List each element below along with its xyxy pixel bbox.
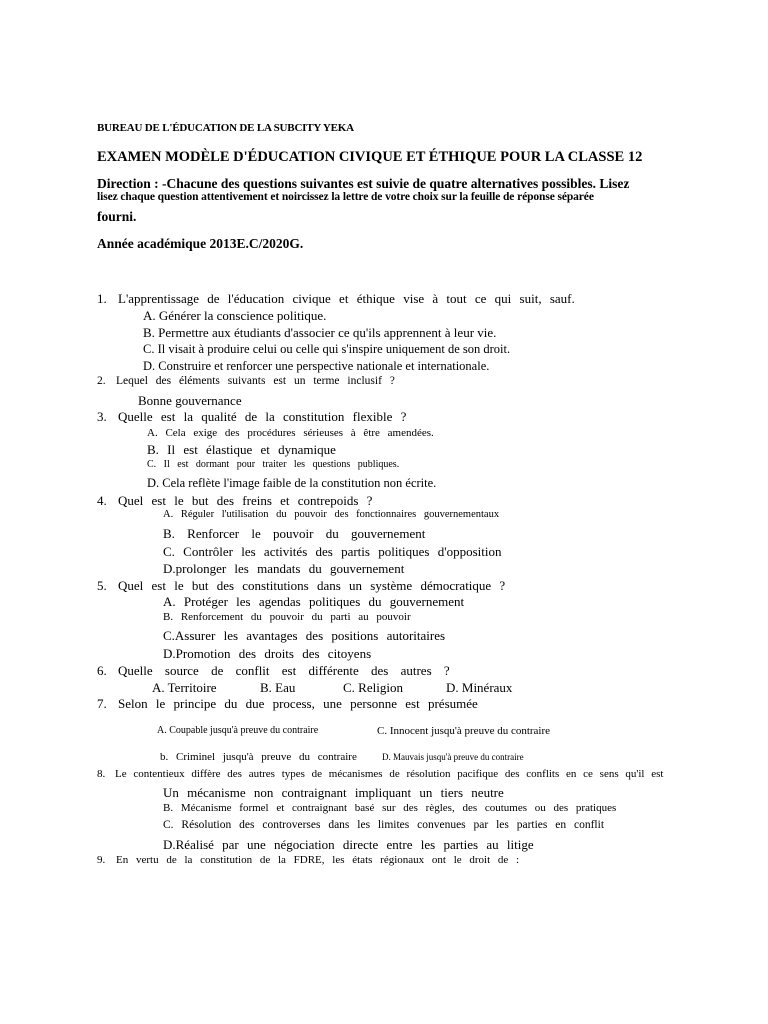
answer-option: B. Il est élastique et dynamique	[147, 442, 336, 457]
question-number: 5.	[97, 578, 107, 593]
question-text: Le contentieux diffère des autres types de mécanismes de résolution pacifique des conflits en ce sens qu'il est	[115, 768, 664, 780]
answer-option: D. Mauvais jusqu'à preuve du contraire	[382, 752, 524, 762]
answer-option: A. Territoire	[152, 680, 217, 695]
direction-line-2: lisez chaque question attentivement et noircissez la lettre de votre choix sur la feuille de réponse séparée	[97, 191, 594, 203]
question-number: 2.	[97, 375, 106, 387]
answer-option: C. Religion	[343, 680, 403, 695]
academic-year: Année académique 2013E.C/2020G.	[97, 236, 304, 251]
answer-option: A. Générer la conscience politique.	[143, 308, 327, 323]
bureau-heading: BUREAU DE L'ÉDUCATION DE LA SUBCITY YEKA	[97, 122, 354, 134]
answer-option: B. Eau	[260, 680, 296, 695]
question-text: Quel est le but des freins et contrepoids ?	[118, 493, 373, 508]
question-text: En vertu de la constitution de la FDRE, les états régionaux ont le droit de :	[116, 854, 520, 866]
question-text: Quel est le but des constitutions dans un système démocratique ?	[118, 578, 506, 593]
question-number: 3.	[97, 409, 107, 424]
answer-option: A. Protéger les agendas politiques du gouvernement	[163, 594, 465, 609]
direction-line-3: fourni.	[97, 209, 137, 224]
answer-option: Un mécanisme non contraignant impliquant un tiers neutre	[163, 785, 504, 800]
question-text: L'apprentissage de l'éducation civique et éthique vise à tout ce qui suit, sauf.	[118, 291, 575, 306]
question-text: Quelle source de conflit est différente des autres ?	[118, 663, 450, 678]
question-number: 8.	[97, 768, 106, 780]
answer-option: A. Cela exige des procédures sérieuses à être amendées.	[147, 427, 434, 439]
answer-option: B. Renforcement du pouvoir du parti au pouvoir	[163, 611, 411, 623]
answer-option: D.Promotion des droits des citoyens	[163, 646, 372, 661]
answer-option: B. Renforcer le pouvoir du gouvernement	[163, 526, 426, 541]
answer-option: C. Il visait à produire celui ou celle qui s'inspire uniquement de son droit.	[143, 342, 511, 356]
answer-option: B. Mécanisme formel et contraignant basé sur des règles, des coutumes ou des pratiques	[163, 802, 617, 814]
direction-line-1: Direction : -Chacune des questions suivantes est suivie de quatre alternatives possibles. Lisez	[97, 176, 630, 191]
answer-option: D. Cela reflète l'image faible de la constitution non écrite.	[147, 476, 437, 490]
answer-option: D.Réalisé par une négociation directe entre les parties au litige	[163, 837, 534, 852]
answer-option: D.prolonger les mandats du gouvernement	[163, 561, 405, 576]
answer-option: C. Innocent jusqu'à preuve du contraire	[377, 725, 551, 737]
question-number: 1.	[97, 291, 107, 306]
question-number: 6.	[97, 663, 107, 678]
answer-option: B. Permettre aux étudiants d'associer ce qu'ils apprennent à leur vie.	[143, 325, 497, 340]
answer-option: b. Criminel jusqu'à preuve du contraire	[160, 751, 357, 763]
answer-option: Bonne gouvernance	[138, 393, 242, 408]
answer-option: C.Assurer les avantages des positions autoritaires	[163, 628, 446, 643]
answer-option: A. Coupable jusqu'à preuve du contraire	[157, 725, 319, 736]
question-text: Selon le principe du due process, une personne est présumée	[118, 696, 478, 711]
answer-option: C. Contrôler les activités des partis politiques d'opposition	[163, 544, 502, 559]
answer-option: D. Minéraux	[446, 680, 513, 695]
question-text: Lequel des éléments suivants est un terme inclusif ?	[116, 375, 395, 387]
answer-option: D. Construire et renforcer une perspective nationale et internationale.	[143, 359, 490, 373]
question-number: 4.	[97, 493, 107, 508]
answer-option: C. Résolution des controverses dans les limites convenues par les parties en conflit	[163, 819, 605, 831]
answer-option: C. Il est dormant pour traiter les questions publiques.	[147, 459, 400, 470]
question-number: 9.	[97, 854, 106, 866]
question-number: 7.	[97, 696, 107, 711]
answer-option: A. Réguler l'utilisation du pouvoir des fonctionnaires gouvernementaux	[163, 509, 500, 520]
question-text: Quelle est la qualité de la constitution flexible ?	[118, 409, 407, 424]
exam-title: EXAMEN MODÈLE D'ÉDUCATION CIVIQUE ET ÉTHIQUE POUR LA CLASSE 12	[97, 149, 643, 165]
